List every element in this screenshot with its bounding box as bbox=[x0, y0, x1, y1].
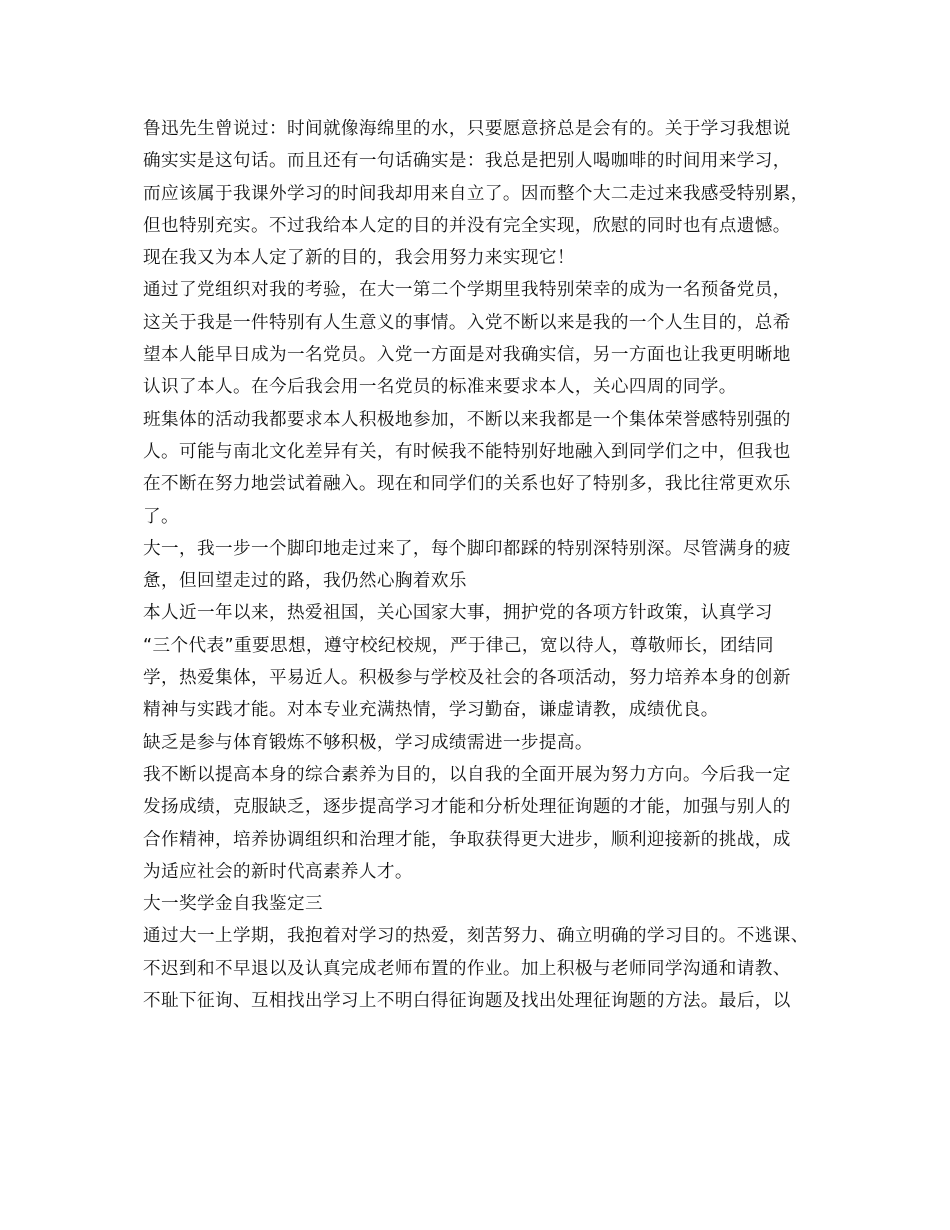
text-line: 确实实是这句话。而且还有一句话确实是：我总是把别人喝咖啡的时间用来学习， bbox=[143, 151, 791, 172]
text-line: 通过大一上学期，我抱着对学习的热爱，刻苦努力、确立明确的学习目的。不逃课、 bbox=[143, 926, 809, 947]
text-line: 发扬成绩，克服缺乏，逐步提高学习才能和分析处理征询题的才能，加强与别人的 bbox=[143, 797, 791, 818]
text-line: 不迟到和不早退以及认真完成老师布置的作业。加上积极与老师同学沟通和请教、 bbox=[143, 958, 791, 979]
text-line: 合作精神，培养协调组织和治理才能，争取获得更大进步，顺利迎接新的挑战，成 bbox=[143, 829, 791, 850]
text-line: 为适应社会的新时代高素养人才。 bbox=[143, 861, 413, 882]
text-line: 而应该属于我课外学习的时间我却用来自立了。因而整个大二走过来我感受特别累， bbox=[143, 183, 809, 204]
text-line: “三个代表”重要思想，遵守校纪校规，严于律己，宽以待人，尊敬师长，团结同 bbox=[143, 635, 774, 656]
text-line: 鲁迅先生曾说过：时间就像海绵里的水，只要愿意挤总是会有的。关于学习我想说 bbox=[143, 119, 791, 139]
text-line: 了。 bbox=[143, 506, 179, 527]
text-line: 本人近一年以来，热爱祖国，关心国家大事，拥护党的各项方针政策，认真学习 bbox=[143, 603, 773, 624]
text-line: 认识了本人。在今后我会用一名党员的标准来要求本人，关心四周的同学。 bbox=[143, 377, 737, 398]
text-line: 大一，我一步一个脚印地走过来了，每个脚印都踩的特别深特别深。尽管满身的疲 bbox=[143, 538, 791, 559]
text-line: 精神与实践才能。对本专业充满热情，学习勤奋，谦虚请教，成绩优良。 bbox=[143, 700, 719, 721]
text-line: 但也特别充实。不过我给本人定的目的并没有完全实现，欣慰的同时也有点遗憾。 bbox=[143, 215, 791, 236]
text-line: 班集体的活动我都要求本人积极地参加，不断以来我都是一个集体荣誉感特别强的 bbox=[143, 409, 791, 430]
text-line: 通过了党组织对我的考验，在大一第二个学期里我特别荣幸的成为一名预备党员， bbox=[143, 280, 791, 301]
section-heading: 大一奖学金自我鉴定三 bbox=[143, 894, 323, 915]
text-line: 现在我又为本人定了新的目的，我会用努力来实现它！ bbox=[143, 248, 575, 269]
text-line: 这关于我是一件特别有人生意义的事情。入党不断以来是我的一个人生目的，总希 bbox=[143, 312, 791, 333]
text-line: 望本人能早日成为一名党员。入党一方面是对我确实信，另一方面也让我更明晰地 bbox=[143, 345, 791, 366]
text-line: 缺乏是参与体育锻炼不够积极，学习成绩需进一步提高。 bbox=[143, 732, 593, 753]
text-line: 在不断在努力地尝试着融入。现在和同学们的关系也好了特别多，我比往常更欢乐 bbox=[143, 474, 791, 495]
text-line: 不耻下征询、互相找出学习上不明白得征询题及找出处理征询题的方法。最后，以 bbox=[143, 991, 791, 1012]
text-line: 人。可能与南北文化差异有关，有时候我不能特别好地融入到同学们之中，但我也 bbox=[143, 441, 791, 462]
document-body bbox=[143, 113, 833, 1017]
text-line: 惫，但回望走过的路，我仍然心胸着欢乐 bbox=[143, 571, 467, 592]
text-line: 我不断以提高本身的综合素养为目的，以自我的全面开展为努力方向。今后我一定 bbox=[143, 764, 791, 785]
text-line: 学，热爱集体，平易近人。积极参与学校及社会的各项活动，努力培养本身的创新 bbox=[143, 668, 791, 689]
